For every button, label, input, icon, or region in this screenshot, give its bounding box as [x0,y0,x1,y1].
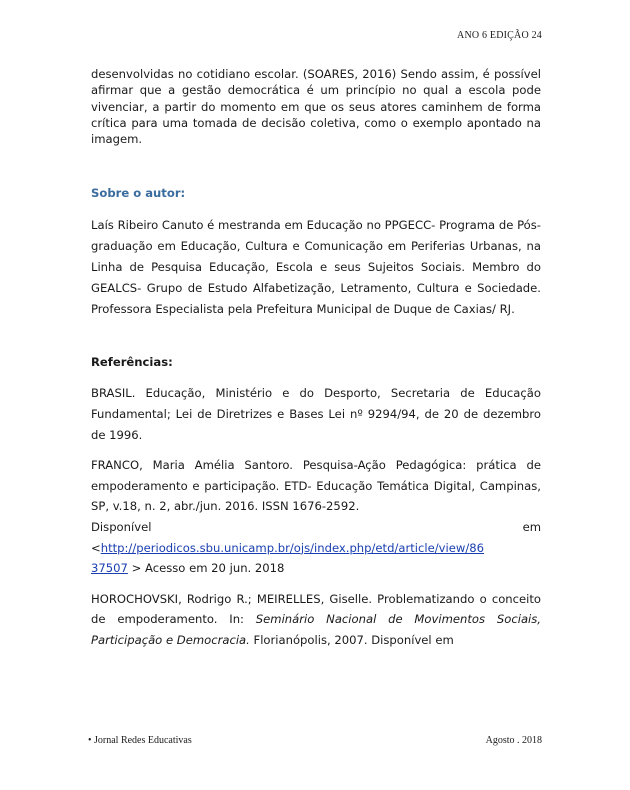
about-author-heading: Sobre o autor: [91,186,186,201]
page-body [91,66,541,651]
footer-journal: • Jornal Redes Educativas [88,735,192,746]
intro-paragraph: desenvolvidas no cotidiano escolar. (SOARES, 2016) Sendo assim, é possível afirmar que a gestão democrática é um princípio no qual a escola pode vivenciar, a partir do momento em que os seus atores caminhem de forma crítica para uma tomada de decisão coletiva, como o exemplo apontado na imagem. [91,67,541,147]
franco-url-link-cont[interactable]: 37507 [91,561,128,576]
access-date: > Acesso em 20 jun. 2018 [127,561,285,576]
reference-franco-url-line [91,538,541,559]
horochovski-event-title: Seminário Nacional de Movimentos Sociais, Participação e Democracia. [91,612,541,647]
horochovski-text-start: HOROCHOVSKI, Rodrigo R.; MEIRELLES, Giselle. Problematizando o conceito de empoderamento. In: [91,591,541,627]
available-em: em [522,520,541,535]
footer-date: Agosto . 2018 [485,735,542,746]
reference-franco [91,455,541,579]
horochovski-text-end: Florianópolis, 2007. Disponível em [249,633,454,647]
page-footer [88,735,542,746]
reference-franco-url-line2 [91,558,541,579]
running-header: ANO 6 EDIÇÃO 24 [457,30,542,41]
url-open-bracket: < [91,540,101,555]
available-label: Disponível [91,520,152,535]
about-author-text: Laís Ribeiro Canuto é mestranda em Educação no PPGECC- Programa de Pós-graduação em Educação, Cultura e Comunicação em Periferias Urbanas, na Linha de Pesquisa Educação, Escola e seus Sujeitos Sociais. Membro do GEALCS- Grupo de Estudo Alfabetização, Letramento, Cultura e Sociedade. Professora Especialista pela Prefeitura Municipal de Duque de Caxias/ RJ. [91,218,541,316]
reference-brasil: BRASIL. Educação, Ministério e do Desporto, Secretaria de Educação Fundamental; Lei de Diretrizes e Bases Lei nº 9294/94, de 20 de dezembro de 1996. [91,386,541,442]
reference-horochovski [91,589,541,651]
reference-franco-availability [91,517,541,538]
reference-franco-text: FRANCO, Maria Amélia Santoro. Pesquisa-Ação Pedagógica: prática de empoderamento e participação. ETD- Educação Temática Digital, Campinas, SP, v.18, n. 2, abr./jun. 2016. ISSN 1676-2592. [91,458,541,514]
franco-url-link[interactable]: http://periodicos.sbu.unicamp.br/ojs/index.php/etd/article/view/86 [100,540,484,555]
references-heading: Referências: [91,355,173,370]
